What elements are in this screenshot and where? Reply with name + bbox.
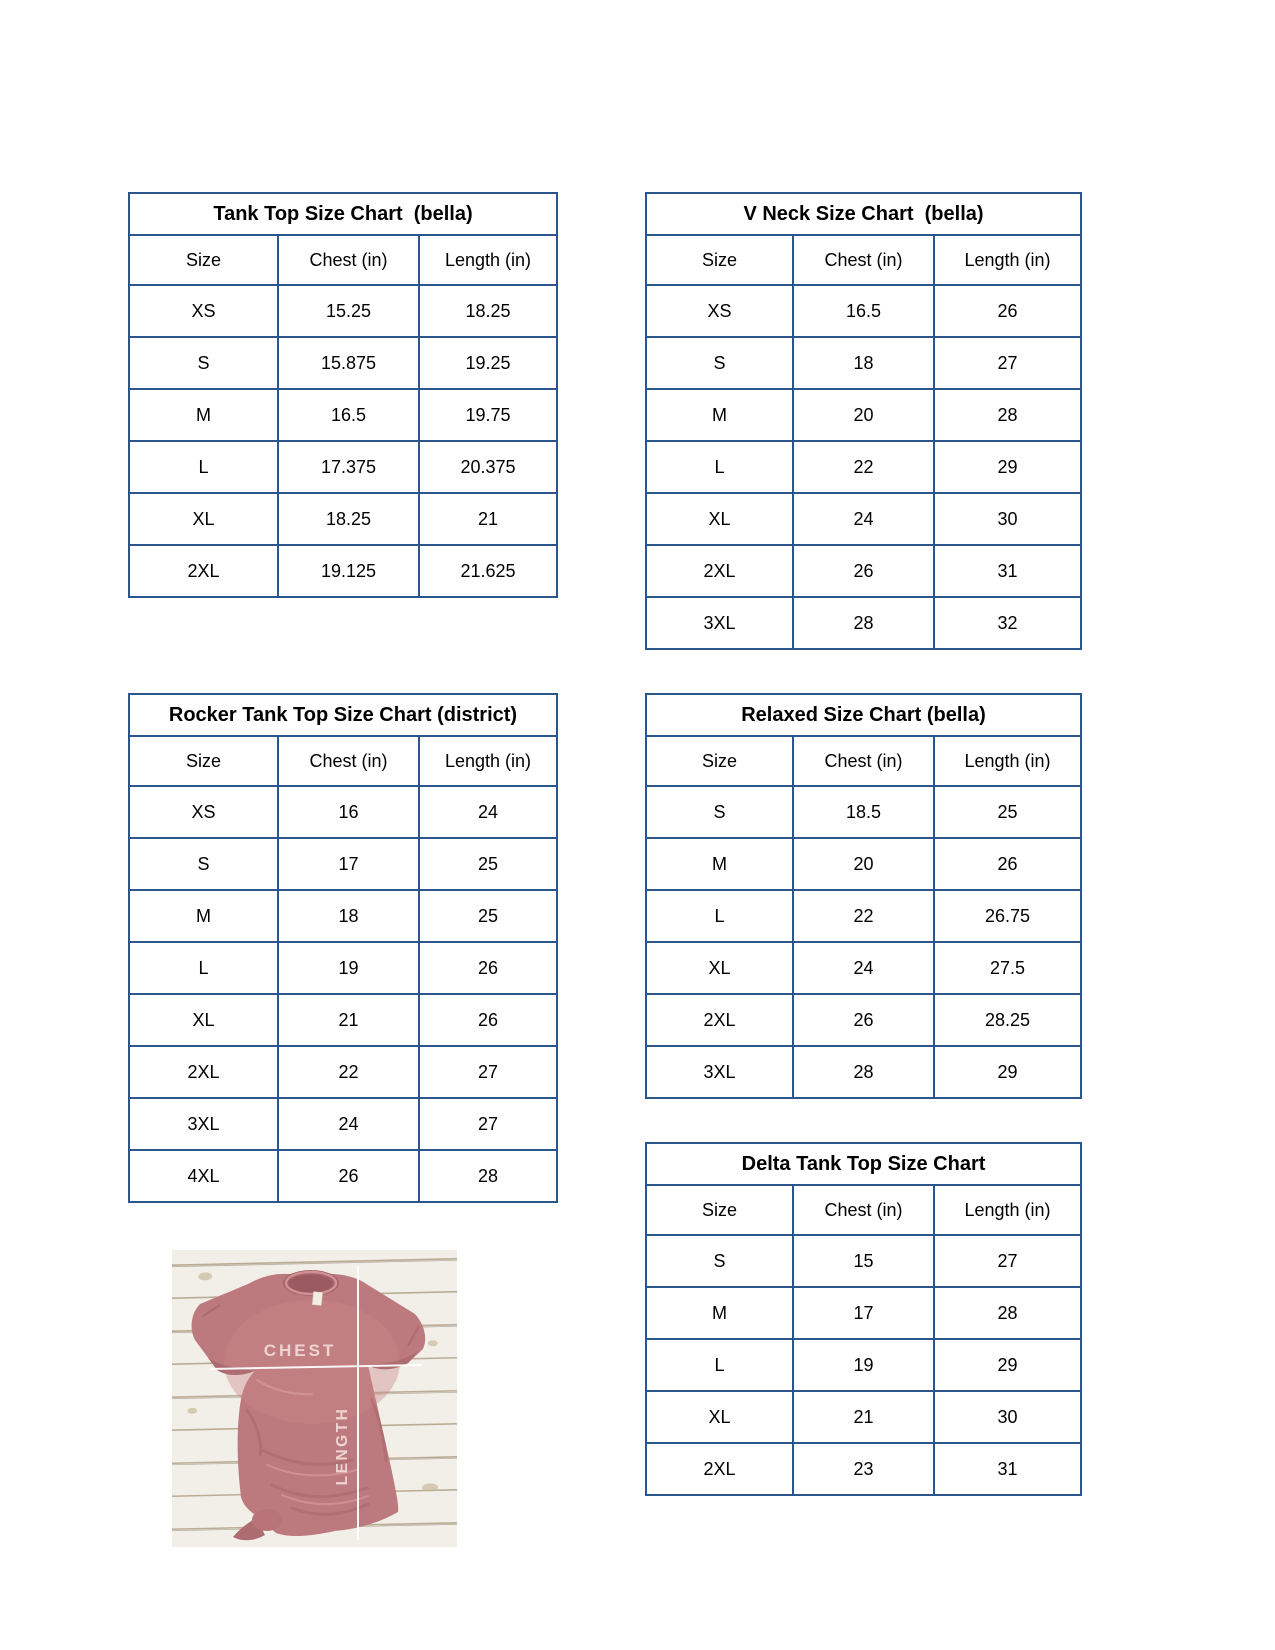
size-cell: 2XL [129, 545, 278, 597]
chest-cell: 16 [278, 786, 419, 838]
size-cell: S [129, 337, 278, 389]
tshirt-photo-graphic [172, 1250, 457, 1547]
length-cell: 28 [934, 389, 1081, 441]
column-header: Chest (in) [793, 235, 934, 285]
length-cell: 25 [419, 838, 557, 890]
size-cell: XL [646, 493, 793, 545]
collar-opening [289, 1275, 333, 1293]
chest-cell: 17 [278, 838, 419, 890]
table-header-row [646, 736, 1081, 786]
size-cell: S [129, 838, 278, 890]
table-body [129, 786, 557, 1202]
column-header: Chest (in) [793, 736, 934, 786]
chest-cell: 16.5 [793, 285, 934, 337]
size-cell: L [646, 441, 793, 493]
length-cell: 26 [419, 994, 557, 1046]
length-cell: 31 [934, 1443, 1081, 1495]
table-row [646, 441, 1081, 493]
chest-cell: 20 [793, 838, 934, 890]
column-header: Length (in) [934, 1185, 1081, 1235]
chest-cell: 22 [278, 1046, 419, 1098]
length-cell: 27.5 [934, 942, 1081, 994]
chest-cell: 15.875 [278, 337, 419, 389]
table-row [646, 1339, 1081, 1391]
size-cell: L [129, 441, 278, 493]
length-cell: 27 [419, 1046, 557, 1098]
table-row [129, 994, 557, 1046]
table-title-row [646, 1143, 1081, 1185]
length-cell: 21 [419, 493, 557, 545]
chest-cell: 19.125 [278, 545, 419, 597]
table-title: V Neck Size Chart (bella) [646, 193, 1081, 235]
table-body [129, 285, 557, 597]
size-tag [312, 1292, 322, 1306]
length-cell: 26 [419, 942, 557, 994]
length-cell: 29 [934, 441, 1081, 493]
column-header: Length (in) [934, 736, 1081, 786]
chest-cell: 19 [793, 1339, 934, 1391]
length-cell: 26 [934, 285, 1081, 337]
length-cell: 32 [934, 597, 1081, 649]
chest-cell: 23 [793, 1443, 934, 1495]
table-row [129, 1150, 557, 1202]
size-cell: M [646, 1287, 793, 1339]
size-cell: L [646, 1339, 793, 1391]
column-header: Chest (in) [793, 1185, 934, 1235]
length-cell: 27 [419, 1098, 557, 1150]
length-cell: 29 [934, 1339, 1081, 1391]
column-header: Length (in) [419, 736, 557, 786]
size-cell: 2XL [646, 1443, 793, 1495]
column-header: Size [129, 736, 278, 786]
table-title: Delta Tank Top Size Chart [646, 1143, 1081, 1185]
length-label: LENGTH [334, 1406, 351, 1486]
chest-cell: 18.5 [793, 786, 934, 838]
table-title-row [646, 694, 1081, 736]
column-header: Size [129, 235, 278, 285]
length-cell: 24 [419, 786, 557, 838]
table-row [129, 493, 557, 545]
table-title: Relaxed Size Chart (bella) [646, 694, 1081, 736]
length-cell: 18.25 [419, 285, 557, 337]
chest-cell: 22 [793, 890, 934, 942]
chest-cell: 15 [793, 1235, 934, 1287]
size-cell: S [646, 1235, 793, 1287]
column-header: Size [646, 235, 793, 285]
column-header: Chest (in) [278, 736, 419, 786]
size-cell: 3XL [646, 1046, 793, 1098]
table-body [646, 1235, 1081, 1495]
table-row [646, 1287, 1081, 1339]
chest-cell: 28 [793, 597, 934, 649]
length-cell: 25 [934, 786, 1081, 838]
v-neck-size-chart-table [645, 192, 1082, 650]
column-header: Size [646, 736, 793, 786]
length-cell: 19.75 [419, 389, 557, 441]
table-row [129, 1046, 557, 1098]
tank-top-size-chart-table [128, 192, 558, 598]
chest-cell: 28 [793, 1046, 934, 1098]
size-cell: S [646, 786, 793, 838]
table-row [129, 1098, 557, 1150]
chest-cell: 20 [793, 389, 934, 441]
size-cell: M [129, 890, 278, 942]
chest-cell: 24 [793, 493, 934, 545]
size-cell: L [129, 942, 278, 994]
chest-cell: 18.25 [278, 493, 419, 545]
table-body [646, 786, 1081, 1098]
size-cell: M [646, 838, 793, 890]
length-cell: 28.25 [934, 994, 1081, 1046]
size-cell: XL [129, 493, 278, 545]
chest-cell: 17 [793, 1287, 934, 1339]
table-row [646, 1235, 1081, 1287]
column-header: Length (in) [419, 235, 557, 285]
table-row [646, 942, 1081, 994]
size-cell: XS [646, 285, 793, 337]
chest-cell: 15.25 [278, 285, 419, 337]
size-cell: 2XL [646, 545, 793, 597]
chest-cell: 21 [793, 1391, 934, 1443]
size-cell: 2XL [646, 994, 793, 1046]
table-row [646, 1391, 1081, 1443]
length-cell: 27 [934, 1235, 1081, 1287]
length-cell: 19.25 [419, 337, 557, 389]
size-cell: L [646, 890, 793, 942]
size-cell: XL [646, 942, 793, 994]
chest-cell: 22 [793, 441, 934, 493]
chest-cell: 18 [278, 890, 419, 942]
length-cell: 27 [934, 337, 1081, 389]
table-row [646, 337, 1081, 389]
table-title: Tank Top Size Chart (bella) [129, 193, 557, 235]
size-cell: XL [646, 1391, 793, 1443]
delta-tank-top-size-chart-table [645, 1142, 1082, 1496]
size-cell: 3XL [129, 1098, 278, 1150]
rocker-tank-top-size-chart-table [128, 693, 558, 1203]
size-cell: 4XL [129, 1150, 278, 1202]
table-row [129, 285, 557, 337]
length-cell: 31 [934, 545, 1081, 597]
table-row [129, 441, 557, 493]
table-header-row [646, 235, 1081, 285]
chest-label: CHEST [263, 1341, 337, 1360]
length-cell: 30 [934, 1391, 1081, 1443]
length-cell: 20.375 [419, 441, 557, 493]
table-row [646, 786, 1081, 838]
table-row [646, 285, 1081, 337]
column-header: Length (in) [934, 235, 1081, 285]
table-row [646, 838, 1081, 890]
column-header: Chest (in) [278, 235, 419, 285]
chest-cell: 26 [793, 994, 934, 1046]
size-cell: XS [129, 786, 278, 838]
table-header-row [646, 1185, 1081, 1235]
chest-cell: 21 [278, 994, 419, 1046]
chest-cell: 26 [278, 1150, 419, 1202]
table-row [646, 890, 1081, 942]
size-cell: 3XL [646, 597, 793, 649]
chest-cell: 16.5 [278, 389, 419, 441]
table-header-row [129, 736, 557, 786]
length-cell: 26.75 [934, 890, 1081, 942]
size-cell: M [129, 389, 278, 441]
table-body [646, 285, 1081, 649]
length-cell: 28 [934, 1287, 1081, 1339]
table-row [646, 994, 1081, 1046]
table-header-row [129, 235, 557, 285]
size-cell: M [646, 389, 793, 441]
size-cell: XL [129, 994, 278, 1046]
table-row [129, 786, 557, 838]
table-title-row [129, 694, 557, 736]
table-row [129, 838, 557, 890]
length-cell: 26 [934, 838, 1081, 890]
table-row [129, 942, 557, 994]
column-header: Size [646, 1185, 793, 1235]
chest-cell: 24 [278, 1098, 419, 1150]
table-row [646, 1046, 1081, 1098]
table-row [129, 890, 557, 942]
relaxed-size-chart-table [645, 693, 1082, 1099]
table-title-row [646, 193, 1081, 235]
length-cell: 30 [934, 493, 1081, 545]
length-cell: 21.625 [419, 545, 557, 597]
tshirt-measurement-photo [172, 1250, 457, 1547]
chest-cell: 17.375 [278, 441, 419, 493]
chest-cell: 26 [793, 545, 934, 597]
table-row [646, 389, 1081, 441]
size-cell: 2XL [129, 1046, 278, 1098]
chest-cell: 18 [793, 337, 934, 389]
chest-cell: 24 [793, 942, 934, 994]
length-cell: 29 [934, 1046, 1081, 1098]
size-cell: XS [129, 285, 278, 337]
length-cell: 25 [419, 890, 557, 942]
table-row [646, 597, 1081, 649]
table-title-row [129, 193, 557, 235]
table-row [129, 389, 557, 441]
table-row [646, 1443, 1081, 1495]
size-cell: S [646, 337, 793, 389]
length-cell: 28 [419, 1150, 557, 1202]
table-row [129, 545, 557, 597]
table-row [129, 337, 557, 389]
table-row [646, 545, 1081, 597]
table-row [646, 493, 1081, 545]
chest-cell: 19 [278, 942, 419, 994]
hem-knot-bump [252, 1509, 282, 1531]
table-title: Rocker Tank Top Size Chart (district) [129, 694, 557, 736]
